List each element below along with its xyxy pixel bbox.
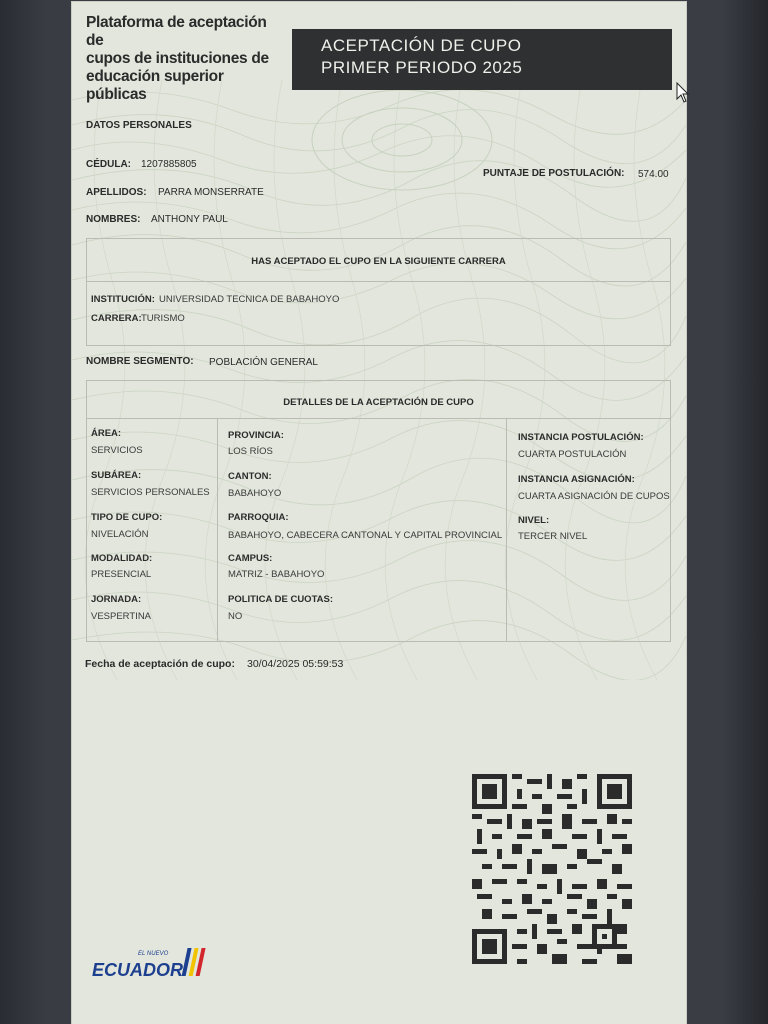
tipo-cupo-label: TIPO DE CUPO:: [91, 512, 163, 523]
institucion-label: INSTITUCIÓN:: [91, 294, 155, 305]
personal-data-heading: DATOS PERSONALES: [86, 120, 192, 131]
tipo-cupo-value: NIVELACIÓN: [91, 529, 149, 540]
platform-title-line-3: educación superior públicas: [86, 68, 224, 103]
modalidad-value: PRESENCIAL: [91, 569, 152, 580]
canton-value: BABAHOYO: [228, 488, 282, 499]
canton-label: CANTON:: [228, 471, 272, 482]
politica-cuotas-value: NO: [228, 611, 243, 622]
modalidad-label: MODALIDAD:: [91, 553, 153, 564]
segment-value: POBLACIÓN GENERAL: [209, 357, 318, 368]
cedula-label: CÉDULA:: [86, 159, 131, 170]
provincia-value: LOS RÍOS: [228, 446, 273, 457]
platform-title: [86, 14, 286, 104]
puntaje-value: 574.00: [638, 169, 669, 180]
carrera-label: CARRERA:: [91, 313, 142, 324]
nombres-value: ANTHONY PAUL: [151, 214, 228, 225]
banner-line-1: ACEPTACIÓN DE CUPO: [321, 36, 522, 55]
instancia-postulacion-label: INSTANCIA POSTULACIÓN:: [518, 432, 644, 443]
puntaje-label: PUNTAJE DE POSTULACIÓN:: [483, 168, 625, 179]
campus-value: MATRIZ - BABAHOYO: [228, 569, 325, 580]
area-value: SERVICIOS: [91, 445, 143, 456]
details-col-divider-2: [506, 418, 507, 642]
instancia-postulacion-value: CUARTA POSTULACIÓN: [518, 449, 627, 460]
subarea-label: SUBÁREA:: [91, 470, 142, 481]
ecuador-logo-icon: [90, 946, 210, 986]
carrera-value: TURISMO: [141, 313, 185, 324]
acceptance-banner: [292, 29, 672, 90]
logo-main-text: ECUADOR: [92, 960, 184, 980]
campus-label: CAMPUS:: [228, 553, 273, 564]
instancia-asignacion-label: INSTANCIA ASIGNACIÓN:: [518, 474, 635, 485]
banner-line-2: PRIMER PERIODO 2025: [321, 58, 523, 77]
politica-cuotas-label: POLITICA DE CUOTAS:: [228, 594, 334, 605]
mouse-cursor-icon: [676, 82, 690, 104]
details-col-divider-1: [217, 418, 218, 642]
provincia-label: PROVINCIA:: [228, 430, 284, 441]
nombres-label: NOMBRES:: [86, 214, 141, 225]
details-divider: [86, 418, 671, 419]
jornada-value: VESPERTINA: [91, 611, 152, 622]
subarea-value: SERVICIOS PERSONALES: [91, 487, 210, 498]
jornada-label: JORNADA:: [91, 594, 142, 605]
nivel-label: NIVEL:: [518, 515, 550, 526]
parroquia-value: BABAHOYO, CABECERA CANTONAL Y CAPITAL PROVINCIAL: [228, 530, 503, 541]
instancia-asignacion-value: CUARTA ASIGNACIÓN DE CUPOS: [518, 491, 670, 502]
apellidos-label: APELLIDOS:: [86, 187, 147, 198]
details-box: [86, 380, 671, 642]
platform-title-line-2: cupos de instituciones de: [86, 50, 269, 67]
apellidos-value: PARRA MONSERRATE: [158, 187, 264, 198]
cedula-value: 1207885805: [141, 159, 197, 170]
platform-title-line-1: Plataforma de aceptación de: [86, 14, 267, 49]
career-divider: [86, 281, 671, 282]
career-box: [86, 238, 671, 346]
qr-code-icon: [472, 774, 632, 964]
area-label: ÁREA:: [91, 428, 122, 439]
details-header: DETALLES DE LA ACEPTACIÓN DE CUPO: [283, 397, 474, 408]
career-header: HAS ACEPTADO EL CUPO EN LA SIGUIENTE CARRERA: [251, 256, 506, 267]
logo-small-text: EL NUEVO: [138, 951, 169, 957]
nivel-value: TERCER NIVEL: [518, 531, 588, 542]
acceptance-date-label: Fecha de aceptación de cupo:: [85, 658, 235, 670]
parroquia-label: PARROQUIA:: [228, 512, 289, 523]
acceptance-document: [72, 2, 686, 1024]
institucion-value: UNIVERSIDAD TECNICA DE BABAHOYO: [159, 294, 340, 305]
segment-label: NOMBRE SEGMENTO:: [86, 356, 194, 367]
acceptance-date-value: 30/04/2025 05:59:53: [247, 658, 344, 670]
